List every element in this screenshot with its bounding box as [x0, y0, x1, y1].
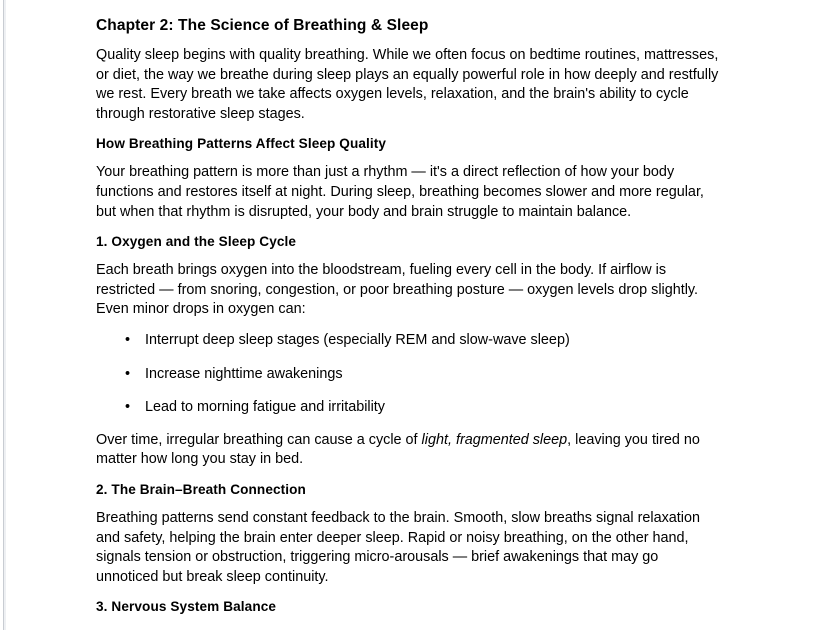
subsection-paragraph-oxygen: Each breath brings oxygen into the bloodstream, fueling every cell in the body. If airflow is restricted — from snoring, congestion, or poor breathing posture — oxygen levels drop slightly. Even minor drops in oxygen can:: [96, 262, 699, 318]
list-item-label: Interrupt deep sleep stages (especially REM and slow-wave sleep): [145, 331, 570, 348]
oxygen-closing-paragraph: [96, 431, 724, 470]
list-item-label: Increase nighttime awakenings: [145, 365, 343, 382]
list-item: [96, 398, 724, 418]
emphasized-phrase: light, fragmented sleep: [421, 431, 568, 448]
section-paragraph: Your breathing pattern is more than just a rhythm — it's a direct reflection of how your body functions and restores itself at night. During sleep, breathing becomes slower and more regular, but when that rhythm is disrupted, your body and brain struggle to maintain balance.: [96, 164, 704, 220]
bullet-icon: •: [125, 365, 131, 382]
list-item: [96, 331, 724, 351]
section-heading-breathing-patterns: How Breathing Patterns Affect Sleep Quality: [96, 136, 387, 152]
bullet-icon: •: [125, 331, 131, 348]
document-content: [96, 16, 724, 626]
page-edge-shadow: [4, 0, 6, 630]
intro-paragraph: Quality sleep begins with quality breathing. While we often focus on bedtime routines, mattresses, or diet, the way we breathe during sleep plays an equally powerful role in how deeply and restfully we rest. Every breath we take affects oxygen levels, relaxation, and the brain's ability to cycle through restorative sleep stages.: [96, 47, 719, 122]
page-edge-rule: [3, 0, 4, 630]
bullet-icon: •: [125, 399, 131, 416]
closing-suffix-text: , leaving you tired no matter how long you stay in bed.: [96, 431, 700, 468]
closing-prefix-text: Over time, irregular breathing can cause a cycle of: [96, 431, 422, 448]
oxygen-effects-list: [96, 331, 724, 418]
subsection-heading-nervous-system: 3. Nervous System Balance: [96, 599, 277, 615]
page-title: Chapter 2: The Science of Breathing & Sleep: [96, 17, 429, 34]
list-item-label: Lead to morning fatigue and irritability: [145, 399, 385, 416]
subsection-heading-brain-breath: 2. The Brain–Breath Connection: [96, 481, 306, 497]
list-item: [96, 365, 724, 385]
subsection-heading-oxygen: 1. Oxygen and the Sleep Cycle: [96, 234, 297, 250]
subsection-paragraph-brain-breath: Breathing patterns send constant feedback to the brain. Smooth, slow breaths signal relaxation and safety, helping the brain enter deeper sleep. Rapid or noisy breathing, on the other hand, signals tension or obstruction, triggering micro-arousals — brief awakenings that may go unnoticed but break sleep continuity.: [96, 509, 700, 585]
